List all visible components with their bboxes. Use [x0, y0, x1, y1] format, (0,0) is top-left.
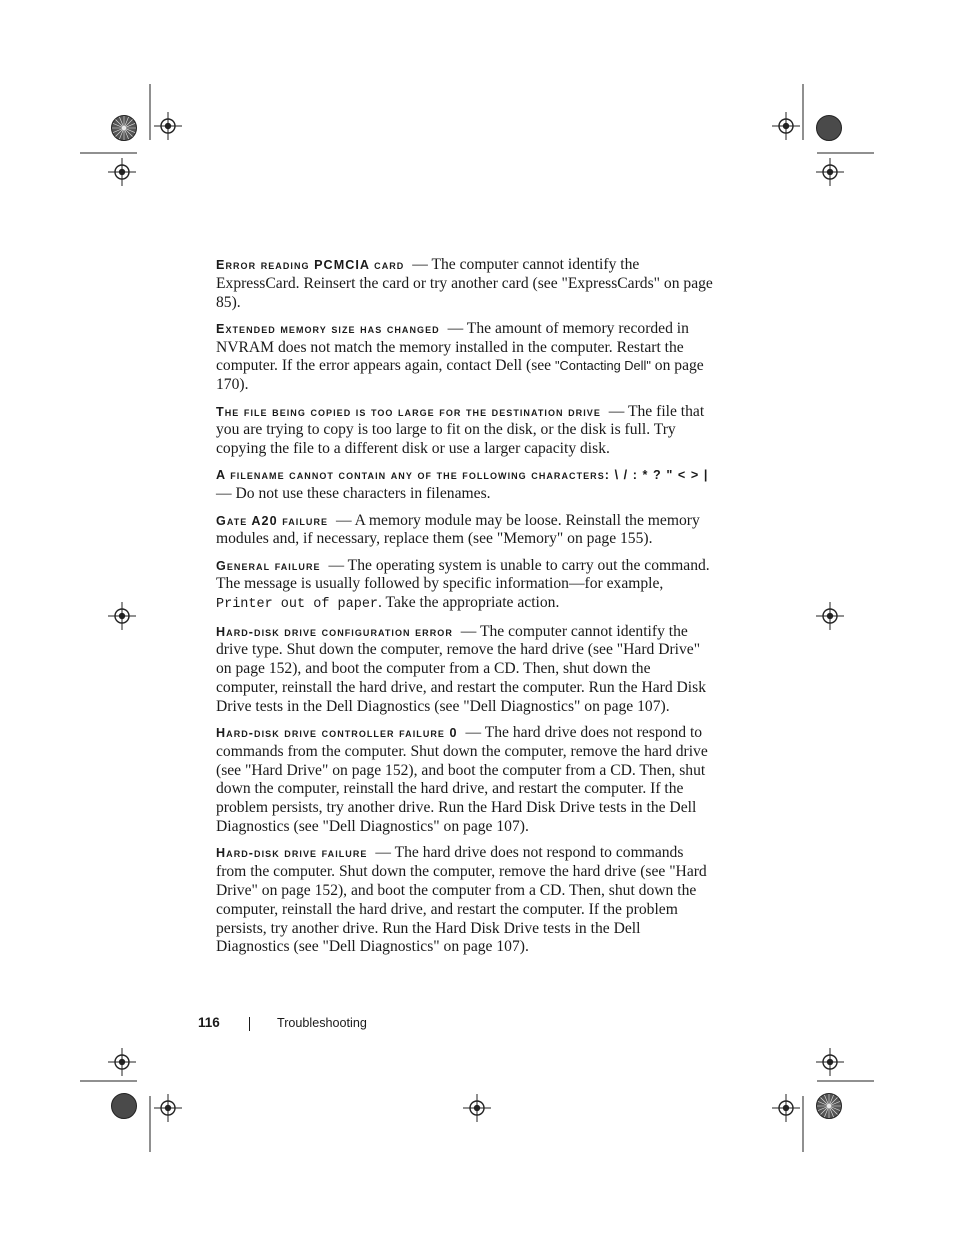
crosshair-mark-top-right: [772, 112, 800, 140]
error-heading: Error reading PCMCIA card: [216, 258, 405, 272]
cross-reference-link[interactable]: "Contacting Dell": [555, 358, 651, 374]
crosshair-mark-mid-right: [816, 602, 844, 630]
section-title: Troubleshooting: [277, 1016, 367, 1030]
error-heading: A filename cannot contain any of the following characters: \ / : * ? " < > |: [216, 468, 709, 483]
error-heading: General failure: [216, 558, 321, 573]
error-entry: Hard-disk drive controller failure 0 — The hard drive does not respond to commands from the computer. Shut down the computer, remove the hard drive (see "Hard Drive" on page 152), and boot the computer from a CD. Then, shut down the computer, reinstall the hard drive, and restart the computer. If the problem persists, try another drive. Run the Hard Disk Drive tests in the Dell Diagnostics (see "Dell Diagnostics" on page 107).: [216, 724, 708, 836]
troubleshooting-error-list: [216, 256, 716, 965]
page-number: 116: [198, 1015, 220, 1030]
crosshair-mark-bottom-left-upper: [108, 1048, 136, 1076]
crosshair-mark-top-left: [154, 112, 182, 140]
crosshair-mark-mid-left: [108, 602, 136, 630]
error-entry: General failure — The operating system is unable to carry out the command. The message is usually followed by specific information—for example, Printer out of paper. Take the appropriate action.: [216, 556, 710, 613]
error-entry: Extended memory size has changed — The amount of memory recorded in NVRAM does not match the memory installed in the computer. Restart the computer. If the error appears again, contact Dell (see "Contacting Dell" on page 170).: [216, 319, 704, 394]
starburst-mark-bottom-left: [112, 1094, 137, 1119]
error-description: The computer cannot identify the drive type. Shut down the computer, remove the hard drive (see "Hard Drive" on page 152), and boot the computer from a CD. Then, shut down the computer, reinstall the hard drive, and restart the computer. Run the Hard Disk Drive tests in the Dell Diagnostics (see "Dell Diagnostics" on page 107).: [216, 622, 706, 715]
error-entry: A filename cannot contain any of the following characters: \ / : * ? " < > | — Do not use these characters in filenames.: [216, 468, 709, 503]
starburst-mark-top-right: [817, 116, 842, 141]
crosshair-mark-top-right-lower: [816, 158, 844, 186]
code-sample: Printer out of paper: [216, 597, 379, 613]
error-description: Do not use these characters in filenames.: [235, 485, 491, 503]
error-description: The hard drive does not respond to commands from the computer. Shut down the computer, remove the hard drive (see "Hard Drive" on page 152), and boot the computer from a CD. Then, shut down the computer, reinstall the hard drive, and restart the computer. If the problem persists, try another drive. Run the Hard Disk Drive tests in the Dell Diagnostics (see "Dell Diagnostics" on page 107).: [216, 724, 708, 836]
footer-divider: [249, 1017, 250, 1031]
error-heading: The file being copied is too large for the destination drive: [216, 404, 601, 419]
error-heading: Hard-disk drive failure: [216, 846, 368, 861]
error-heading: Hard-disk drive controller failure 0: [216, 726, 458, 741]
error-heading: Extended memory size has changed: [216, 321, 440, 336]
crosshair-mark-top-left-lower: [108, 158, 136, 186]
starburst-mark-top-left: [112, 116, 137, 141]
error-description: The file that you are trying to copy is too large to fit on the disk, or the disk is full. Try copying the file to a different disk or use a larger capacity disk.: [216, 402, 705, 458]
error-description: The amount of memory recorded in NVRAM does not match the memory installed in the computer. Restart the computer. If the error appears again, contact Dell (see: [216, 319, 689, 375]
error-entry: Hard-disk drive failure — The hard drive does not respond to commands from the computer. Shut down the computer, remove the hard drive (see "Hard Drive" on page 152), and boot the computer from a CD. Then, shut down the computer, reinstall the hard drive, and restart the computer. If the problem persists, try another drive. Run the Hard Disk Drive tests in the Dell Diagnostics (see "Dell Diagnostics" on page 107).: [216, 844, 707, 956]
error-description: The hard drive does not respond to commands from the computer. Shut down the computer, remove the hard drive (see "Hard Drive" on page 152), and boot the computer from a CD. Then, shut down the computer, reinstall the hard drive, and restart the computer. If the problem persists, try another drive. Run the Hard Disk Drive tests in the Dell Diagnostics (see "Dell Diagnostics" on page 107).: [216, 844, 707, 956]
starburst-mark-bottom-right: [817, 1094, 842, 1119]
error-heading: Gate A20 failure: [216, 513, 329, 528]
crosshair-mark-bottom-right-upper: [816, 1048, 844, 1076]
error-description: The computer cannot identify the ExpressCard. Reinsert the card or try another card (see "ExpressCards" on page 85).: [216, 256, 713, 311]
error-entry: Gate A20 failure — A memory module may be loose. Reinstall the memory modules and, if necessary, replace them (see "Memory" on page 155).: [216, 511, 700, 548]
crosshair-mark-bottom-center: [463, 1094, 491, 1122]
crosshair-mark-bottom-right: [772, 1094, 800, 1122]
error-entry: Hard-disk drive configuration error — The computer cannot identify the drive type. Shut down the computer, remove the hard drive (see "Hard Drive" on page 152), and boot the computer from a CD. Then, shut down the computer, reinstall the hard drive, and restart the computer. Run the Hard Disk Drive tests in the Dell Diagnostics (see "Dell Diagnostics" on page 107).: [216, 622, 706, 715]
error-description: A memory module may be loose. Reinstall the memory modules and, if necessary, replace them (see "Memory" on page 155).: [216, 511, 700, 548]
error-heading: Hard-disk drive configuration error: [216, 624, 453, 639]
crosshair-mark-bottom-left: [154, 1094, 182, 1122]
error-entry: Error reading PCMCIA card — The computer cannot identify the ExpressCard. Reinsert the card or try another card (see "ExpressCards" on page 85).: [216, 256, 713, 311]
error-description: The operating system is unable to carry out the command. The message is usually followed by specific information—for example,: [216, 556, 710, 593]
error-entry: The file being copied is too large for the destination drive — The file that you are trying to copy is too large to fit on the disk, or the disk is full. Try copying the file to a different disk or use a larger capacity disk.: [216, 402, 705, 458]
